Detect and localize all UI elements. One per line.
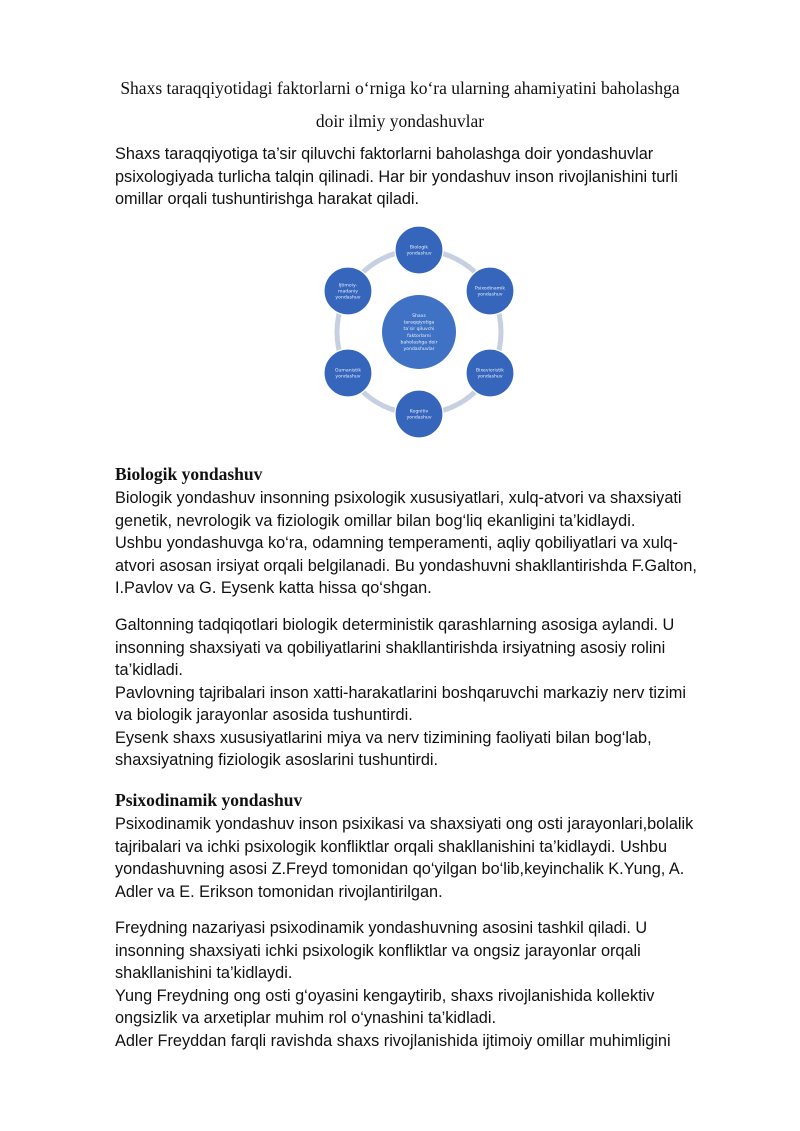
text-line: Psixodinamik yondashuv inson psixikasi va shaxsiyati ong osti jarayonlari,bolalik — [115, 815, 694, 833]
biologik-paragraph-2 — [115, 614, 755, 772]
section-heading-biologik: Biologik yondashuv — [115, 464, 263, 484]
diagram-center-label-line: faktorlarni — [407, 333, 431, 339]
psixodinamik-paragraph-1 — [115, 813, 755, 903]
diagram-node-label: yondashuv — [477, 374, 503, 380]
diagram-node — [466, 267, 514, 315]
text-line: ta’kidladi. — [115, 661, 183, 679]
section-heading-psixodinamik: Psixodinamik yondashuv — [115, 790, 303, 810]
text-line: va biologik jarayonlar asosida tushuntirdi. — [115, 706, 413, 724]
text-line: Freydning nazariyasi psixodinamik yondashuvning asosini tashkil qiladi. U — [115, 919, 648, 937]
text-line: Adler Freyddan farqli ravishda shaxs rivojlanishida ijtimoiy omillar muhimligini — [115, 1031, 671, 1050]
text-line: genetik, nevrologik va fiziologik omillar bilan bog‘liq ekanligini ta’kidlaydi. — [115, 511, 636, 530]
diagram-node-label: Biologik — [409, 245, 429, 251]
text-line: Biologik yondashuv insonning psixologik xususiyatlari, xulq-atvori va shaxsiyati — [115, 489, 682, 507]
diagram-node-label: Kognitiv — [409, 409, 429, 415]
diagram-node-label: yondashuv — [406, 251, 432, 257]
biologik-paragraph-1 — [115, 487, 755, 600]
psixodinamik-paragraph-2 — [115, 917, 755, 1052]
diagram-node — [395, 390, 443, 438]
text-line: Yung Freydning ong osti g‘oyasini kengaytirib, shaxs rivojlanishida kollektiv — [115, 986, 655, 1005]
intro-paragraph — [115, 143, 755, 211]
diagram-center-label-line: taraqqiyotiga — [403, 320, 435, 326]
diagram-node — [324, 349, 372, 397]
text-line: yondashuvning asosi Z.Freyd tomonidan qo‘yilgan bo‘lib,keyinchalik K.Yung, A. — [115, 860, 685, 878]
diagram-node — [324, 267, 372, 315]
text-line: insonning shaxsiyati ichki psixologik konfliktlar va ongsiz jarayonlar orqali — [115, 941, 641, 960]
diagram-node-label: Ijtimoiy- — [338, 283, 358, 289]
text-line: shaxsiyatning fiziologik asoslarini tushuntirdi. — [115, 751, 439, 769]
diagram-node-label: yondashuv — [477, 292, 503, 298]
text-line: Pavlovning tajribalari inson xatti-harakatlarini boshqaruvchi markaziy nerv tizimi — [115, 683, 686, 702]
diagram-node-label: Bixevioristik — [476, 368, 504, 374]
text-line: ongsizlik va arxetiplar muhim rol o‘ynashini ta’kidladi. — [115, 1009, 496, 1027]
factors-cycle-diagram — [312, 222, 526, 442]
text-line: atvori asosan irsiyat orqali belgilanadi. Bu yondashuvni shakllantirishda F.Galton, — [115, 556, 697, 575]
diagram-center-label-line: baholashga doir — [400, 340, 438, 346]
text-line: Shaxs taraqqiyotiga ta’sir qiluvchi faktorlarni baholashga doir yondashuvlar — [115, 145, 654, 163]
text-line: psixologiyada turlicha talqin qilinadi. Har bir yondashuv inson rivojlanishini turli — [115, 167, 678, 186]
diagram-node-label: yondashuv — [406, 415, 432, 421]
page-title-line-2: doir ilmiy yondashuvlar — [315, 111, 485, 131]
text-line: omillar orqali tushuntirishga harakat qiladi. — [115, 190, 420, 208]
text-line: Eysenk shaxs xususiyatlarini miya va nerv tizimining faoliyati bilan bog‘lab, — [115, 728, 652, 747]
diagram-center-label-line: ta’sir qiluvchi — [403, 327, 435, 333]
diagram-node — [466, 349, 514, 397]
diagram-node — [395, 226, 443, 274]
page-title-line-1: Shaxs taraqqiyotidagi faktorlarni o‘rniga ko‘ra ularning ahamiyatini baholashga — [120, 78, 680, 98]
diagram-node-label: madaniy — [338, 289, 358, 295]
diagram-node-label: yondashuv — [335, 374, 361, 380]
text-line: Galtonning tadqiqotlari biologik deterministik qarashlarning asosiga aylandi. U — [115, 616, 675, 634]
text-line: Adler va E. Erikson tomonidan rivojlantirilgan. — [115, 882, 443, 901]
diagram-node-label: yondashuv — [335, 295, 361, 301]
diagram-node-label: Psixodinamik — [474, 286, 506, 292]
text-line: insonning shaxsiyati va qobiliyatlarini shakllantirishda irsiyatning asosiy rolini — [115, 638, 666, 657]
text-line: Ushbu yondashuvga ko‘ra, odamning temperamenti, aqliy qobiliyatlari va xulq- — [115, 534, 678, 552]
diagram-center-label-line: yondashuvlar — [403, 347, 435, 352]
text-line: I.Pavlov va G. Eysenk katta hissa qo‘shgan. — [115, 579, 432, 597]
text-line: shakllanishini ta’kidlaydi. — [115, 964, 293, 982]
diagram-node-label: Gumanistik — [334, 368, 362, 374]
text-line: tajribalari va ichki psixologik konfliktlar orqali shakllanishini ta’kidlaydi. Ushbu — [115, 837, 668, 856]
diagram-center-label-line: Shaxs — [412, 314, 426, 319]
